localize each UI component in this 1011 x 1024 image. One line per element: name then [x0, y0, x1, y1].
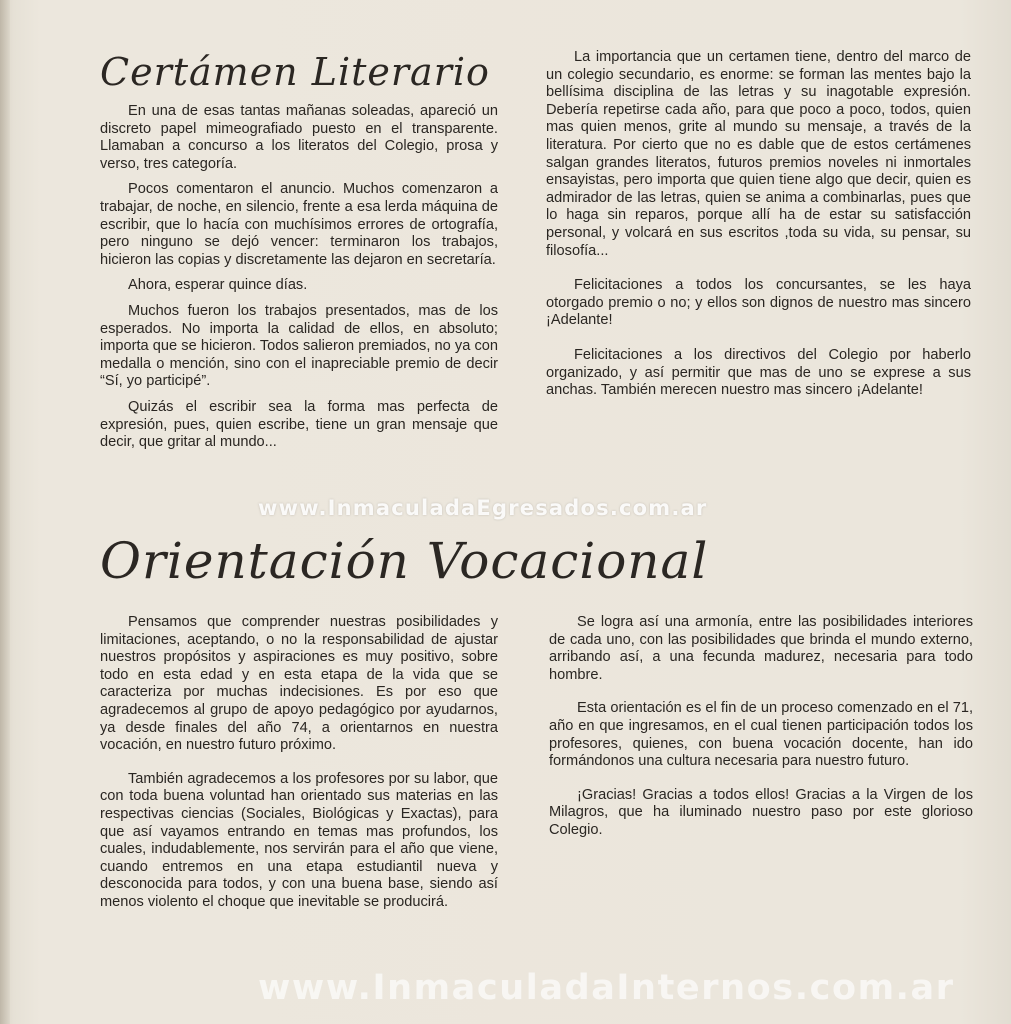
paragraph: Pensamos que comprender nuestras posibilidades y limitaciones, aceptando, o no la responsabilidad de ajustar nuestros propósitos y aspiraciones es muy positivo, sobre todo en esta edad y en esta etapa de la vida que se caracteriza por muchas indecisiones. Es por eso que agradecemos al grupo de apoyo pedagógico por ayudarnos, ya desde finales del año 74, a orientarnos en nuestra vocación, en nuestro futuro próximo. [100, 614, 498, 754]
paragraph: Quizás el escribir sea la forma mas perfecta de expresión, pues, quien escribe, tiene un gran mensaje que decir, que gritar al mundo... [100, 398, 498, 451]
watermark-egresados: www.InmaculadaEgresados.com.ar [258, 496, 708, 520]
certamen-column-right [546, 49, 971, 417]
page-fold-shadow [0, 0, 10, 1024]
section-title-orientacion: Orientación Vocacional [100, 532, 709, 590]
orientacion-column-right [549, 614, 973, 856]
watermark-internos: www.InmaculadaInternos.com.ar [258, 968, 955, 1008]
paragraph: Esta orientación es el fin de un proceso comenzado en el 71, año en que ingresamos, en el cual tienen participación todos los profesores, quienes, con buena vocación docente, han ido formándonos una cultura necesaria para nuestro futuro. [549, 700, 973, 770]
paragraph: Felicitaciones a todos los concursantes, se les haya otorgado premio o no; y ellos son dignos de nuestro mas sincero ¡Adelante! [546, 277, 971, 329]
paragraph: También agradecemos a los profesores por su labor, que con toda buena voluntad han orientado sus materias en las respectivas ciencias (Sociales, Biológicas y Exactas), para que así vayamos entrando en temas mas profundos, los cuales, indudablemente, nos servirán para el año que viene, cuando entremos en una etapa estudiantil nueva y desconocida para todos, y con una buena base, siendo así menos violento el choque que inevitable se producirá. [100, 770, 498, 910]
paragraph: Felicitaciones a los directivos del Colegio por haberlo organizado, y así permitir que mas de uno se exprese a sus anchas. También merecen nuestro mas sincero ¡Adelante! [546, 346, 971, 399]
orientacion-column-left [100, 614, 498, 928]
paragraph: Pocos comentaron el anuncio. Muchos comenzaron a trabajar, de noche, en silencio, frente a esa lerda máquina de escribir, que lo hacía con muchísimos errores de ortografía, pero ninguno se dejó vencer: terminaron los trabajos, hicieron las copias y discretamente las dejaron en secretaría. [100, 181, 498, 268]
certamen-column-left [100, 103, 498, 460]
section-title-certamen: Certámen Literario [100, 50, 490, 94]
paragraph: ¡Gracias! Gracias a todos ellos! Gracias a la Virgen de los Milagros, que ha iluminado nuestro paso por este glorioso Colegio. [549, 786, 973, 838]
paragraph: Muchos fueron los trabajos presentados, mas de los esperados. No importa la calidad de ellos, en absoluto; importa que se hicieron. Todos salieron premiados, no ya con medalla o mención, sino con el inapreciable premio de decir “Sí, yo participé”. [100, 302, 498, 390]
paragraph: Ahora, esperar quince días. [128, 277, 308, 294]
paragraph: En una de esas tantas mañanas soleadas, apareció un discreto papel mimeografiado puesto en el transparente. Llamaban a concurso a los literatos del Colegio, prosa y verso, tres categoría. [100, 103, 498, 172]
paragraph: La importancia que un certamen tiene, dentro del marco de un colegio secundario, es enorme: se forman las mentes bajo la bellísima disciplina de las letras y su inagotable expresión. Debería repetirse cada año, para que poco a poco, todos, quien mas quien menos, grite al mundo su mensaje, a través de la literatura. Por cierto que no es dable que de estos certámenes salgan grandes literatos, futuros premios noveles ni inmortales ensayistas, pero importa que quien tiene algo que decir, quien es admirador de las letras, quien se anima a combinarlas, pues que lo haga sin reparos, porque allí ha de estar su satisfacción personal, y volcará en sus escritos ,toda su vida, su pensar, su filosofía... [546, 49, 971, 259]
paragraph: Se logra así una armonía, entre las posibilidades interiores de cada uno, con las posibilidades que brinda el mundo externo, arribando así, a una fecunda madurez, necesaria para todo hombre. [549, 614, 973, 683]
